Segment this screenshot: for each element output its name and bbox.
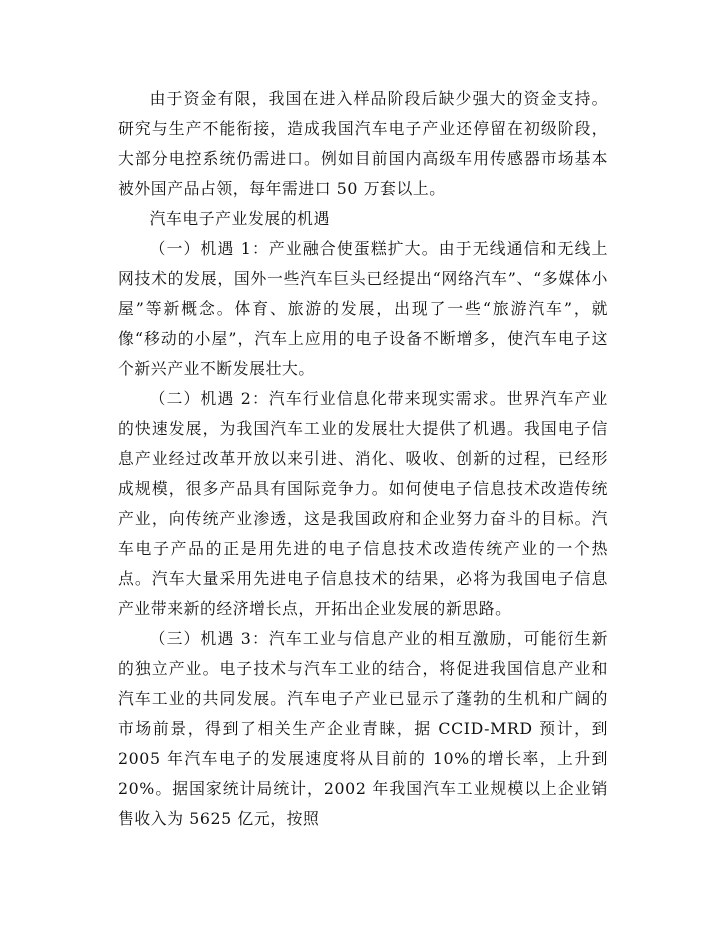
section-heading-opportunities: 汽车电子产业发展的机遇 [149,209,330,228]
paragraph-opportunity-1: （一）机遇 1：产业融合使蛋糕扩大。由于无线通信和无线上网技术的发展，国外一些汽车巨头已经提出“网络汽车”、“多媒体小屋”等新概念。体育、旅游的发展，出现了一些“旅游汽车”，就像“移动的小屋”，汽车上应用的电子设备不断增多，使汽车电子这个新兴产业不断发展壮大。 [118,239,608,378]
paragraph-opportunity-2: （二）机遇 2：汽车行业信息化带来现实需求。世界汽车产业的快速发展，为我国汽车工业的发展壮大提供了机遇。我国电子信息产业经过改革开放以来引进、消化、吸收、创新的过程，已经形成规模，很多产品具有国际竞争力。如何使电子信息技术改造传统产业，向传统产业渗透，这是我国政府和企业努力奋斗的目标。汽车电子产品的正是用先进的电子信息技术改造传统产业的一个热点。汽车大量采用先进电子信息技术的结果，必将为我国电子信息产业带来新的经济增长点，开拓出企业发展的新思路。 [118,389,608,618]
paragraph-opportunity-3: （三）机遇 3：汽车工业与信息产业的相互激励，可能衍生新的独立产业。电子技术与汽车工业的结合，将促进我国信息产业和汽车工业的共同发展。汽车电子产业已显示了蓬勃的生机和广阔的市场前景，得到了相关生产企业青睐，据 CCID-MRD 预计，到 2005 年汽车电子的发展速度将从目前的 10%的增长率，上升到 20%。据国家统计局统计，2002 年我国汽车工业规模以上企业销售收入为 5625 亿元，按照 [118,629,608,828]
document-body [118,84,608,834]
paragraph-funding: 由于资金有限，我国在进入样品阶段后缺少强大的资金支持。研究与生产不能衔接，造成我国汽车电子产业还停留在初级阶段，大部分电控系统仍需进口。例如目前国内高级车用传感器市场基本被外国产品占领，每年需进口 50 万套以上。 [118,89,608,198]
